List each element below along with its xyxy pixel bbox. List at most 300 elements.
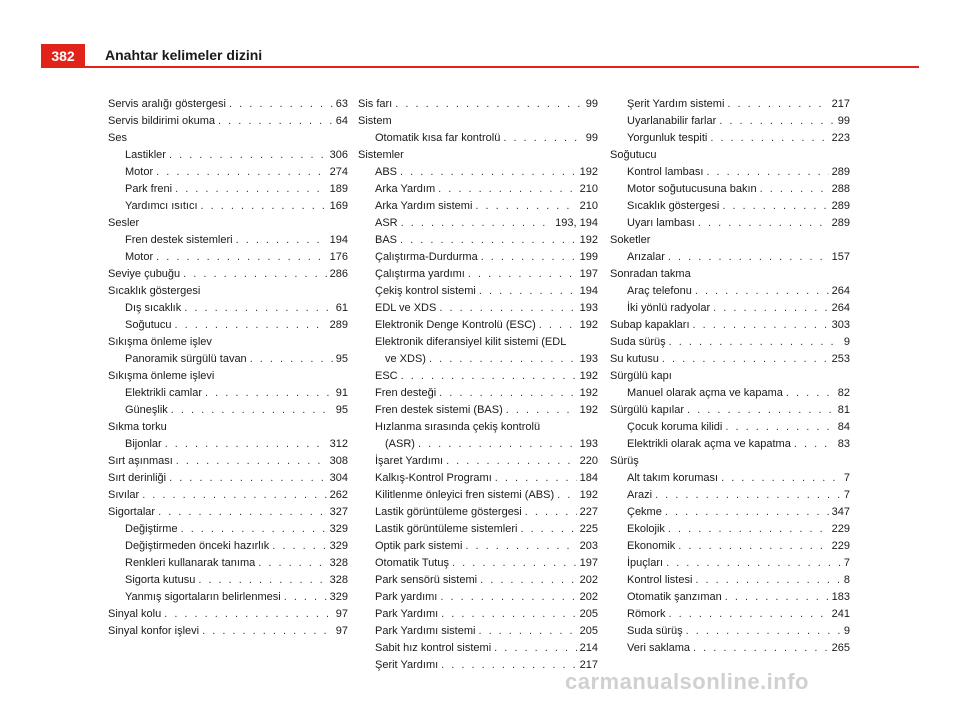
dot-leader <box>165 436 327 453</box>
index-page-ref: 189 <box>329 183 348 195</box>
index-entry-text: Uyarı lambası <box>627 217 695 229</box>
dot-leader <box>665 504 829 521</box>
dot-leader <box>418 436 577 453</box>
dot-leader <box>169 147 327 164</box>
index-subentry <box>108 317 348 334</box>
index-entry-text: Ekonomik <box>627 540 676 552</box>
dot-leader <box>169 470 327 487</box>
dot-leader <box>438 181 577 198</box>
index-page-ref: 184 <box>579 472 598 484</box>
index-page-ref: 169 <box>329 200 348 212</box>
index-subentry <box>108 572 348 589</box>
index-subentry <box>358 453 598 470</box>
dot-leader <box>480 572 577 589</box>
index-subentry <box>610 555 850 572</box>
index-page-ref: 97 <box>335 625 348 637</box>
index-entry-text: Güneşlik <box>125 404 168 416</box>
dot-leader <box>494 640 576 657</box>
dot-leader <box>174 317 326 334</box>
index-entry-text: BAS <box>375 234 398 246</box>
index-page-ref: 99 <box>837 115 850 127</box>
index-entry-text: Kalkış-Kontrol Programı <box>375 472 492 484</box>
index-subentry <box>358 640 598 657</box>
index-entry-text: Sıcaklık göstergesi <box>627 200 720 212</box>
index-entry-text: Çekiş kontrol sistemi <box>375 285 476 297</box>
index-page-ref: 205 <box>579 625 598 637</box>
index-entry-text: Sinyal konfor işlevi <box>108 625 200 637</box>
index-entry-text: Değiştirme <box>125 523 178 535</box>
index-page-ref: 183 <box>831 591 850 603</box>
index-subentry <box>108 402 348 419</box>
index-subentry <box>358 657 598 674</box>
index-page-ref: 327 <box>329 506 348 518</box>
dot-leader <box>258 555 326 572</box>
index-subentry <box>108 589 348 606</box>
dot-leader <box>666 555 841 572</box>
index-subentry <box>108 538 348 555</box>
index-page-ref: 306 <box>329 149 348 161</box>
index-page-ref: 64 <box>335 115 348 127</box>
index-entry-text: Ekolojik <box>627 523 665 535</box>
index-subentry <box>610 300 850 317</box>
index-subentry <box>358 249 598 266</box>
index-page-ref: 7 <box>843 557 850 569</box>
index-subentry <box>358 300 598 317</box>
index-page-ref: 328 <box>329 557 348 569</box>
dot-leader <box>495 470 577 487</box>
index-entry-text: Motor soğutucusuna bakın <box>627 183 757 195</box>
index-subentry <box>358 317 598 334</box>
index-subentry <box>610 164 850 181</box>
index-entry <box>610 351 850 368</box>
index-subentry <box>108 351 348 368</box>
index-entry-text: Yanmış sigortaların belirlenmesi <box>125 591 281 603</box>
dot-leader <box>669 606 829 623</box>
index-entry-text: İşaret Yardımı <box>375 455 444 467</box>
index-entry-text: ESC <box>375 370 398 382</box>
index-entry <box>610 402 850 419</box>
index-page-ref: 192 <box>579 319 598 331</box>
index-entry-text: Arka Yardım sistemi <box>375 200 473 212</box>
dot-leader <box>156 164 327 181</box>
dot-leader <box>401 368 577 385</box>
index-page-ref: 202 <box>579 591 598 603</box>
dot-leader <box>441 606 576 623</box>
index-entry-text: Değiştirmeden önceki hazırlık <box>125 540 270 552</box>
dot-leader <box>205 385 333 402</box>
index-entry-text: Araç telefonu <box>627 285 692 297</box>
index-subentry <box>610 538 850 555</box>
index-page-ref: 95 <box>335 353 348 365</box>
index-subentry <box>358 232 598 249</box>
dot-leader <box>503 130 582 147</box>
index-entry-text: Şerit Yardım sistemi <box>627 98 725 110</box>
index-entry-text: Sırt derinliği <box>108 472 167 484</box>
index-page-ref: 289 <box>831 166 850 178</box>
index-subentry <box>610 623 850 640</box>
index-subentry <box>358 283 598 300</box>
dot-leader <box>794 436 835 453</box>
dot-leader <box>164 606 333 623</box>
dot-leader <box>446 453 577 470</box>
index-entry <box>108 453 348 470</box>
index-subentry <box>610 215 850 232</box>
index-page-ref: 229 <box>831 540 850 552</box>
index-heading: Sıkışma önleme işlev <box>108 336 212 348</box>
index-entry-text: Veri saklama <box>627 642 690 654</box>
index-subentry <box>108 521 348 538</box>
index-page-ref: 210 <box>579 200 598 212</box>
index-entry-text: Elektronik Denge Kontrolü (ESC) <box>375 319 536 331</box>
index-entry-text: Park freni <box>125 183 173 195</box>
dot-leader <box>695 572 840 589</box>
index-page-ref: 223 <box>831 132 850 144</box>
dot-leader <box>725 419 834 436</box>
index-subentry <box>358 538 598 555</box>
dot-leader <box>557 487 577 504</box>
index-subentry <box>358 164 598 181</box>
index-entry-text: Seviye çubuğu <box>108 268 181 280</box>
index-page-ref: 205 <box>579 608 598 620</box>
index-page-ref: 203 <box>579 540 598 552</box>
dot-leader <box>184 300 333 317</box>
dot-leader <box>158 504 327 521</box>
dot-leader <box>760 181 829 198</box>
index-entry-text: ASR <box>375 217 398 229</box>
index-subentry <box>610 572 850 589</box>
dot-leader <box>655 487 841 504</box>
index-subentry <box>610 198 850 215</box>
index-entry-text: Sis farı <box>358 98 393 110</box>
dot-leader <box>452 555 577 572</box>
dot-leader <box>250 351 333 368</box>
index-entry-text: Sabit hız kontrol sistemi <box>375 642 492 654</box>
index-page-ref: 81 <box>837 404 850 416</box>
dot-leader <box>202 623 333 640</box>
dot-leader <box>669 334 841 351</box>
index-subentry <box>610 606 850 623</box>
index-page-ref: 214 <box>579 642 598 654</box>
dot-leader <box>181 521 327 538</box>
index-entry-text: İki yönlü radyolar <box>627 302 711 314</box>
index-entry-text: Çalıştırma yardımı <box>375 268 465 280</box>
index-entry-text: Soğutucu <box>125 319 172 331</box>
index-entry-text: Sigorta kutusu <box>125 574 196 586</box>
index-entry <box>108 470 348 487</box>
index-entry-text: Panoramik sürgülü tavan <box>125 353 247 365</box>
index-page-ref: 197 <box>579 268 598 280</box>
index-heading: Sesler <box>108 217 140 229</box>
index-subentry <box>610 181 850 198</box>
index-entry-text: Park yardımı <box>375 591 438 603</box>
index-subentry <box>610 249 850 266</box>
index-column-2 <box>358 96 598 674</box>
index-entry-text: Otomatik Tutuş <box>375 557 449 569</box>
index-entry-text: Arka Yardım <box>375 183 436 195</box>
dot-leader <box>201 198 327 215</box>
index-page-ref: 289 <box>329 319 348 331</box>
index-heading: Sıkma torku <box>108 421 167 433</box>
dot-leader <box>525 504 577 521</box>
index-page-ref: 82 <box>837 387 850 399</box>
index-page-ref: 197 <box>579 557 598 569</box>
index-subentry <box>108 147 348 164</box>
index-entry <box>610 334 850 351</box>
index-entry <box>108 266 348 283</box>
index-entry-text: Motor <box>125 251 154 263</box>
index-subentry <box>358 419 598 453</box>
dot-leader <box>171 402 333 419</box>
header-divider <box>41 66 919 68</box>
index-entry-text: Kilitlenme önleyici fren sistemi (ABS) <box>375 489 555 501</box>
index-page-ref: 9 <box>843 336 850 348</box>
dot-leader <box>229 96 333 113</box>
dot-leader <box>721 470 841 487</box>
index-entry-text: Arazi <box>627 489 653 501</box>
index-entry-text: Park Yardımı sistemi <box>375 625 476 637</box>
index-page-ref: 329 <box>329 523 348 535</box>
index-subentry <box>610 385 850 402</box>
dot-leader <box>401 215 553 232</box>
index-subentry <box>610 130 850 147</box>
dot-leader <box>713 300 828 317</box>
index-heading: Soketler <box>610 234 651 246</box>
index-entry <box>108 623 348 640</box>
index-entry-text: Su kutusu <box>610 353 659 365</box>
dot-leader <box>719 113 834 130</box>
index-entry-text: Çalıştırma-Durdurma <box>375 251 478 263</box>
index-entry-text-continued: ve XDS) <box>385 353 426 365</box>
index-entry-text: Motor <box>125 166 154 178</box>
index-heading: Ses <box>108 132 127 144</box>
dot-leader <box>272 538 326 555</box>
index-entry-text: Kontrol listesi <box>627 574 693 586</box>
index-page-ref: 202 <box>579 574 598 586</box>
dot-leader <box>176 453 327 470</box>
dot-leader <box>236 232 327 249</box>
index-entry-text: Kontrol lambası <box>627 166 704 178</box>
index-page-ref: 192 <box>579 404 598 416</box>
index-entry-text: Park Yardımı <box>375 608 439 620</box>
index-page-ref: 241 <box>831 608 850 620</box>
index-entry-text: Uyarlanabilir farlar <box>627 115 717 127</box>
index-subentry <box>358 623 598 640</box>
index-column-1 <box>108 96 348 640</box>
index-page-ref: 308 <box>329 455 348 467</box>
dot-leader <box>429 351 577 368</box>
index-page-ref: 193 <box>579 353 598 365</box>
dot-leader <box>668 249 829 266</box>
index-page-ref: 91 <box>335 387 348 399</box>
index-page-ref: 227 <box>579 506 598 518</box>
dot-leader <box>539 317 577 334</box>
dot-leader <box>506 402 577 419</box>
index-page-ref: 289 <box>831 217 850 229</box>
index-subentry <box>108 436 348 453</box>
index-page-ref: 8 <box>843 574 850 586</box>
index-subentry <box>358 504 598 521</box>
index-subentry <box>358 266 598 283</box>
index-page-ref: 328 <box>329 574 348 586</box>
index-page-ref: 194 <box>329 234 348 246</box>
index-entry <box>610 317 850 334</box>
dot-leader <box>284 589 327 606</box>
index-entry-text: Park sensörü sistemi <box>375 574 478 586</box>
dot-leader <box>695 283 829 300</box>
dot-leader <box>440 589 576 606</box>
index-entry <box>108 504 348 521</box>
dot-leader <box>142 487 326 504</box>
index-page-ref: 192 <box>579 234 598 246</box>
index-subentry <box>610 487 850 504</box>
dot-leader <box>727 96 828 113</box>
index-page-ref: 193 <box>579 302 598 314</box>
index-entry-text: Otomatik şanzıman <box>627 591 722 603</box>
index-entry-text: Çocuk koruma kilidi <box>627 421 723 433</box>
dot-leader <box>693 640 829 657</box>
dot-leader <box>481 249 577 266</box>
index-heading: Sürgülü kapı <box>610 370 672 382</box>
index-page-ref: 63 <box>335 98 348 110</box>
index-subentry <box>358 572 598 589</box>
index-page-ref: 220 <box>579 455 598 467</box>
index-subentry <box>358 198 598 215</box>
index-entry-text: Subap kapakları <box>610 319 690 331</box>
index-entry-text: Şerit Yardımı <box>375 659 439 671</box>
index-entry <box>108 113 348 130</box>
index-page-ref: 304 <box>329 472 348 484</box>
dot-leader <box>722 198 828 215</box>
dot-leader <box>395 96 583 113</box>
index-subentry <box>358 334 598 368</box>
index-page-ref: 193 <box>579 438 598 450</box>
watermark: carmanualsonline.info <box>565 669 809 694</box>
index-page-ref: 192 <box>579 370 598 382</box>
dot-leader <box>686 623 841 640</box>
index-page-ref: 217 <box>831 98 850 110</box>
index-page-ref: 83 <box>837 438 850 450</box>
index-page-ref: 61 <box>335 302 348 314</box>
index-subentry <box>358 521 598 538</box>
index-page-ref: 347 <box>831 506 850 518</box>
index-page-ref: 210 <box>579 183 598 195</box>
index-subentry <box>358 385 598 402</box>
index-page-ref: 288 <box>831 183 850 195</box>
dot-leader <box>479 283 577 300</box>
index-subentry <box>358 589 598 606</box>
index-entry-text: ABS <box>375 166 398 178</box>
index-subentry <box>358 368 598 385</box>
index-page-ref: 225 <box>579 523 598 535</box>
dot-leader <box>706 164 828 181</box>
dot-leader <box>468 266 577 283</box>
index-heading: Soğutucu <box>610 149 657 161</box>
index-subentry <box>108 385 348 402</box>
index-subentry <box>358 555 598 572</box>
index-page-ref: 95 <box>335 404 348 416</box>
index-entry-text: Manuel olarak açma ve kapama <box>627 387 783 399</box>
index-entry <box>108 96 348 113</box>
dot-leader <box>441 657 576 674</box>
index-subentry <box>108 555 348 572</box>
index-subentry <box>108 198 348 215</box>
index-subentry <box>610 521 850 538</box>
index-page-ref: 199 <box>579 251 598 263</box>
dot-leader <box>400 232 577 249</box>
dot-leader <box>175 181 327 198</box>
index-entry-text: Alt takım koruması <box>627 472 719 484</box>
index-page-ref: 329 <box>329 540 348 552</box>
index-page-ref: 192 <box>579 387 598 399</box>
index-subentry <box>358 487 598 504</box>
index-entry-text: Yardımcı ısıtıcı <box>125 200 198 212</box>
dot-leader <box>693 317 829 334</box>
dot-leader <box>662 351 829 368</box>
index-page-ref: 193, 194 <box>555 217 598 229</box>
dot-leader <box>156 249 327 266</box>
index-entry-text: Fren destek sistemleri <box>125 234 233 246</box>
dot-leader <box>710 130 828 147</box>
dot-leader <box>520 521 576 538</box>
index-page-ref: 9 <box>843 625 850 637</box>
index-subentry <box>610 283 850 300</box>
dot-leader <box>668 521 829 538</box>
index-entry-text: İpuçları <box>627 557 664 569</box>
dot-leader <box>687 402 835 419</box>
index-subentry <box>358 470 598 487</box>
dot-leader <box>786 385 835 402</box>
index-entry-text: Yorgunluk tespiti <box>627 132 708 144</box>
index-entry-text: Renkleri kullanarak tanıma <box>125 557 256 569</box>
index-heading: Sonradan takma <box>610 268 691 280</box>
index-entry-text: Arızalar <box>627 251 665 263</box>
dot-leader <box>725 589 829 606</box>
index-subentry <box>358 215 598 232</box>
index-subentry <box>108 232 348 249</box>
index-subentry <box>610 640 850 657</box>
index-page-ref: 329 <box>329 591 348 603</box>
index-entry-text: Elektrikli olarak açma ve kapatma <box>627 438 791 450</box>
index-entry-text: Elektronik diferansiyel kilit sistemi (EDL <box>375 336 567 348</box>
index-entry <box>108 606 348 623</box>
index-entry-text: Lastik görüntüleme sistemleri <box>375 523 518 535</box>
index-page-ref: 84 <box>837 421 850 433</box>
index-page-ref: 217 <box>579 659 598 671</box>
index-page-ref: 253 <box>831 353 850 365</box>
index-page-ref: 303 <box>831 319 850 331</box>
index-page-ref: 264 <box>831 285 850 297</box>
index-entry-text: Optik park sistemi <box>375 540 463 552</box>
index-entry-text: EDL ve XDS <box>375 302 437 314</box>
index-entry-text: Lastik görüntüleme göstergesi <box>375 506 522 518</box>
dot-leader <box>678 538 828 555</box>
dot-leader <box>183 266 326 283</box>
index-entry-text: Sürgülü kapılar <box>610 404 684 416</box>
index-entry <box>358 96 598 113</box>
index-entry-text: Lastikler <box>125 149 166 161</box>
index-subentry <box>358 181 598 198</box>
dot-leader <box>218 113 333 130</box>
index-page-ref: 289 <box>831 200 850 212</box>
index-page-ref: 97 <box>335 608 348 620</box>
index-subentry <box>358 606 598 623</box>
index-entry-text: Elektrikli camlar <box>125 387 203 399</box>
dot-leader <box>400 164 577 181</box>
index-page-ref: 176 <box>329 251 348 263</box>
index-subentry <box>108 164 348 181</box>
index-entry-text: Dış sıcaklık <box>125 302 182 314</box>
index-entry-text-continued: (ASR) <box>385 438 415 450</box>
